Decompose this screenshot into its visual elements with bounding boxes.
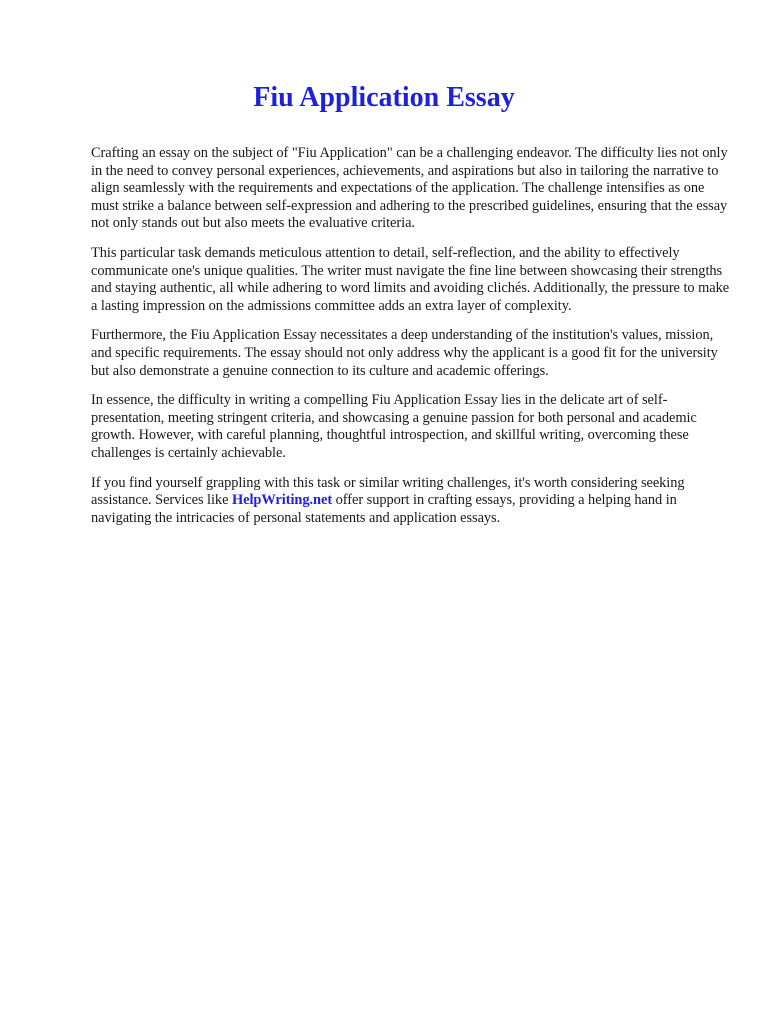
paragraph-5-text-after: offer support in crafting essays, providing a helping hand in navigating the intricacies of personal statements and application essays. — [91, 492, 677, 526]
paragraph-5-text-before: If you find yourself grappling with this task or similar writing challenges, it's worth considering seeking assistance. Services like — [91, 474, 685, 509]
paragraph-1: Crafting an essay on the subject of "Fiu Application" can be a challenging endeavor. The difficulty lies not only in the need to convey personal experiences, achievements, and aspirations but also in tailoring the narrative to align seamlessly with the requirements and expectations of the application. The challenge intensifies as one must strike a balance between self-expression and adhering to the prescribed guidelines, ensuring that the essay not only stands out but also meets the evaluative criteria. — [91, 145, 728, 232]
document-body — [91, 145, 731, 539]
paragraph-2: This particular task demands meticulous attention to detail, self-reflection, and the ability to effectively communicate one's unique qualities. The writer must navigate the fine line between showcasing their strengths and staying authentic, all while adhering to word limits and avoiding clichés. Additionally, the pressure to make a lasting impression on the admissions committee adds an extra layer of complexity. — [91, 244, 730, 314]
document-title: Fiu Application Essay — [253, 82, 515, 113]
paragraph-4: In essence, the difficulty in writing a compelling Fiu Application Essay lies in the delicate art of self-presentation, meeting stringent criteria, and showcasing a genuine passion for both personal and academic growth. However, with careful planning, thoughtful introspection, and skillful writing, overcoming these challenges is certainly achievable. — [91, 392, 697, 461]
paragraph-5 — [91, 475, 731, 528]
paragraph-3: Furthermore, the Fiu Application Essay necessitates a deep understanding of the institution's values, mission, and specific requirements. The essay should not only address why the applicant is a good fit for the university but also demonstrate a genuine connection to its culture and academic offerings. — [91, 327, 718, 379]
helpwriting-link[interactable]: HelpWriting.net — [231, 492, 333, 509]
